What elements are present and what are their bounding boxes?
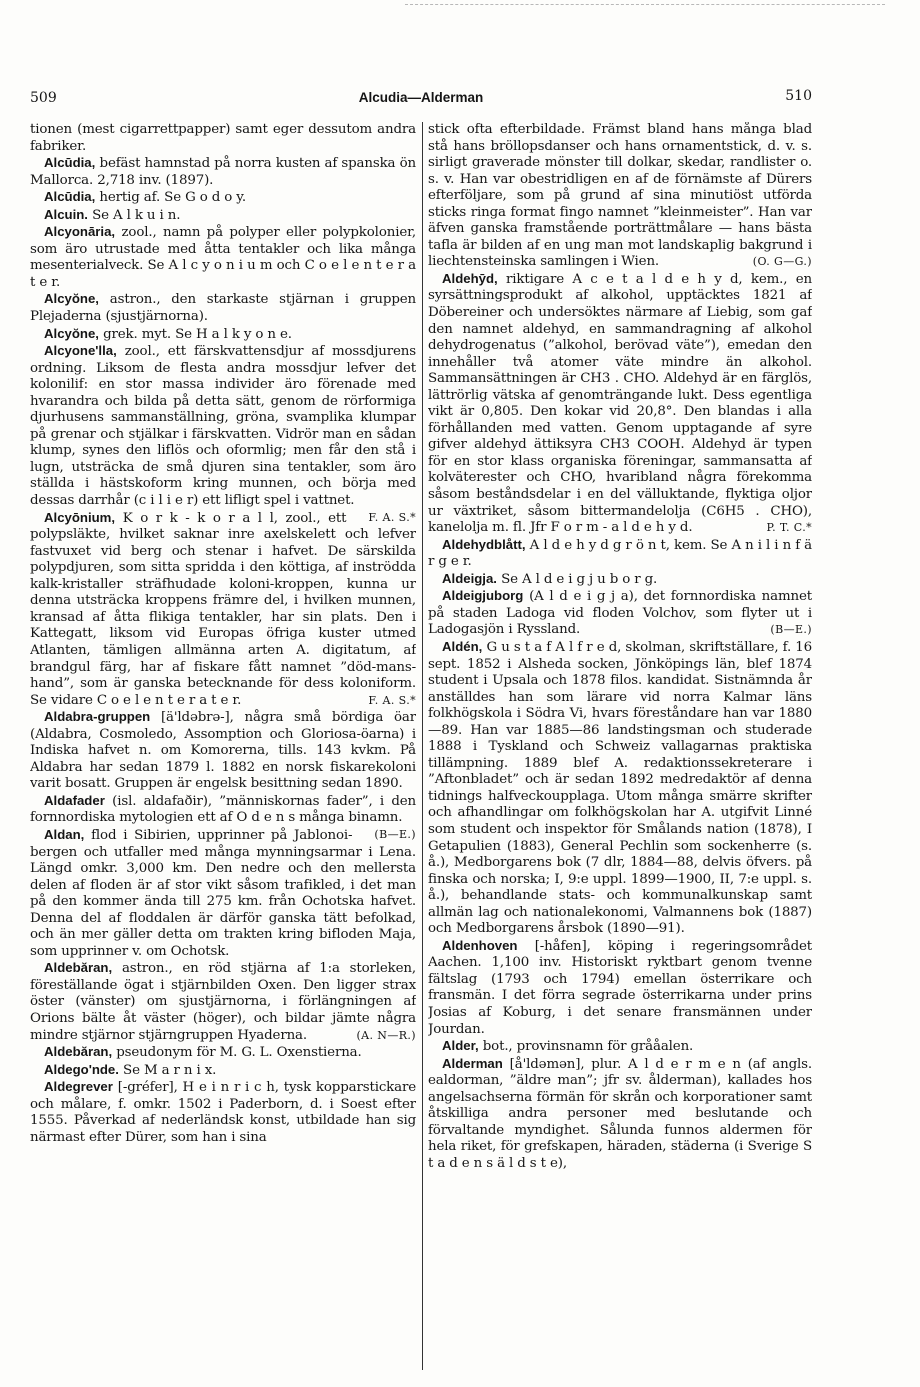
entry-text: [-gréfer], H e i n r i c h, tysk kopparstickare och målare, f. omkr. 1502 i Paderborn, d. i Soest efter 1555. Påverkad af nederländsk konst, utbildade han sig närmast efter Dürer, som han i sina [30,1080,416,1145]
entry-headword: Aldebăran, [44,1044,113,1060]
entry-headword: Alcūdia, [44,189,96,205]
entry-headword: Aldegrever [44,1079,113,1095]
author-signature: (B—E.) [770,623,812,637]
dictionary-entry [30,1062,416,1080]
author-signature: P. T. C.* [766,521,812,535]
entry-text: A l d e h y d g r ö n t, kem. Se A n i l i n f ä r g e r. [428,537,812,570]
right-page-number: 510 [785,88,812,104]
entry-headword: Alcyonāria, [44,224,116,240]
entry-text: G u s t a f A l f r e d, skolman, skriftställare, f. 16 sept. 1852 i Alsheda socken, Jönköpings län, blef 1874 student i Upsala och 1878 filos. kandidat. Sistnämnda år anställdes han som lärare vid norra Kalmar läns folkhögskola i Södra Vi, hvars föreståndare han var 1880—89. Han var 1885—86 landstingsman och studerade 1888 i Tyskland och Schweiz vallagarnas praktiska tillämpning. 1889 blef A. redaktionssekreterare i ”Aftonbladet” och är sedan 1892 medredaktör af denna tidnings halfveckoupplaga. Utom många smärre skrifter och afhandlingar om folkhögskolan har A. utgifvit Linné som student och inspektor för Smålands nation (1878), I Getapulien (1883), General Pechlin som sockenherre (s. å.), Medborgarens bok (7 dlr, 1884—88, delvis öfvers. på finska och norska; I, 9:e uppl. 1899—1900, II, 7:e uppl. s. å.), behandlande stats- och kommunalkunskap samt allmän lag och nationalekonomi, Valmannens bok (1887) och Medborgarens årsbok (1890—91). [428,639,812,937]
dictionary-entry [30,827,416,960]
entry-text: Se A l d e i g j u b o r g. [496,571,658,587]
entry-headword: Alcyone'lla, [44,343,117,359]
dictionary-entry [428,639,812,938]
scan-edge-line [405,4,885,5]
dictionary-entry [30,326,416,344]
author-signature: (B—E.) [374,827,416,841]
entry-text: astron., en röd stjärna af 1:a storleken, föreställande ögat i stjärnbilden Oxen. Den ligger strax öster (vänster) om sjustjärnorna, i förlängningen af Orions bälte åt väster (höger), och bildar jämte några mindre stjärnor stjärngruppen Hyaderna. [30,961,416,1043]
left-column [30,122,416,1372]
column-divider [422,122,423,1370]
entry-text: zool., namn på polyper eller polypkolonier, som äro utrustade med åtta tentakler och lika många mesenterialveck. Se A l c y o n i u m och C o e l e n t e r a t e r. [30,225,416,290]
entry-headword: Aldehydblått, [442,536,526,552]
dictionary-entry [30,122,416,155]
entry-headword: Alderman [442,1055,503,1071]
entry-text: (A l d e i g j a), det fornnordiska namnet på staden Ladoga vid floden Volchov, som flyter ut i Ladogasjön i Ryssland. [428,589,812,638]
dictionary-entry [428,938,812,1038]
dictionary-entry [30,224,416,291]
entry-headword: Alcyŏne, [44,325,99,341]
dictionary-entry [428,1056,812,1173]
entry-headword: Aldebăran, [44,960,113,976]
dictionary-entry [428,537,812,571]
entry-headword: Aldehȳd, [442,270,498,286]
dictionary-entry [30,291,416,325]
entry-headword: Alcyŏne, [44,291,99,307]
dictionary-entry [30,155,416,189]
author-signature: (O. G—G.) [752,255,812,269]
dictionary-entry [30,207,416,225]
entry-text: grek. myt. Se H a l k y o n e. [98,326,292,342]
entry-text: riktigare A c e t a l d e h y d, kem., en syrsättningsprodukt af alkohol, upptäcktes 1821 af Döbereiner och undersöktes närmare af Liebig, som gaf den namnet aldehyd, en sammandragning af alkohol dehydrogenatus (”alkohol, berövad väte”), emedan den innehåller två atomer väte mindre än alkohol. Sammansättningen är CH3 . CHO. Aldehyd är en färglös, lättrörlig vätska af genomträngande lukt. Dess egentliga vikt är 0,805. Den kokar vid 20,8°. Den blandas i alla förhållanden med vatten. Genom upptagande af syre gifver aldehyd ättiksyra CH3 COOH. Aldehyd är typen för en stor klass organiska föreningar, sammansatta af kolväterester och CHO, hvaribland några förekomma såsom beståndsdelar i en del välluktande, flyktiga oljor ur växtriket, såsom bittermandelolja (C6H5 . CHO), kanelolja m. fl. Jfr F o r m - a l d e h y d. [428,271,812,536]
entry-headword: Aldén, [442,638,483,654]
dictionary-entry [30,960,416,1044]
author-signature: (A. N—R.) [356,1028,416,1042]
entry-text: hertig af. Se G o d o y. [95,190,247,206]
entry-headword: Alcuin. [44,206,88,222]
entry-text: pseudonym för M. G. L. Oxenstierna. [112,1045,362,1061]
entry-headword: Alder, [442,1038,479,1054]
entry-headword: Aldafader [44,792,105,808]
dictionary-entry [428,122,812,271]
author-signature: F. A. S.* [368,510,416,524]
dictionary-entry [30,1044,416,1062]
entry-text: K o r k - k o r a l l, zool., ett polypsläkte, hvilket saknar inre axelskelett och lefver fastvuxet vid berg och stenar i hafvet. De särskilda polypdjuren, som sitta spridda i den köttiga, af inströdda kalk-kristaller sträfhudade koloni-kroppen, kunna ur denna utsträcka kroppens främre del, i hvilken munnen, kransad af åtta flikiga tentakler, har sin plats. Den i Kattegatt, liksom vid Europas öfriga kuster utmed Atlanten, tämligen allmänna arten A. digitatum, af brandgul färg, har af fiskare fått namnet ”död-mans-hand”, som är ganska betecknande för dess koloniform. Se vidare C o e l e n t e r a t e r. [30,510,416,708]
dictionary-entry [428,271,812,537]
entry-headword: Aldeigja. [442,570,497,586]
dictionary-entry [30,1079,416,1146]
entry-text: (isl. aldafaðir), ”människornas fader”, i den fornnordiska mytologien ett af O d e n s många binamn. [30,793,416,826]
author-signature: F. A. S.* [368,693,416,707]
entry-text: flod i Sibirien, upprinner på Jablonoi-bergen och utfaller med många mynningsarmar i Lena. Längd omkr. 3,000 km. Den nedre och den mellersta delen af floden är af stor vikt såsom trafikled, i det man på den kommer ända till 275 km. från Ochotska hafvet. Denna del af floddalen är därför ganska tätt befolkad, och än mer gäller detta om trakten kring bifloden Maja, som upprinner v. om Ochotsk. [30,827,416,959]
entry-text: zool., ett färskvattensdjur af mossdjurens ordning. Liksom de flesta andra mossdjur lefver det kolonilif: en stor massa individer äro förenade med hvarandra och bilda på detta sätt, genom de rörformiga djurhusens sammanställning, gröna, svamplika klumpar på grenar och stjälkar i färskvatten. Vidrör man en sådan klump, synes den liflös och oformlig; men får den stå i lugn, utsträcka de små djuren sina tentakler, som äro ställda i hästskoform kring munnen, och börja med dessas darrhår (c i l i e r) ett lifligt spel i vattnet. [30,344,416,509]
entry-text: Se A l k u i n. [87,207,181,223]
dictionary-entry [428,1038,812,1056]
dictionary-entry [428,588,812,639]
left-page-number: 509 [30,90,57,106]
dictionary-entry [428,571,812,589]
entry-text: bot., provinsnamn för grååalen. [478,1039,694,1055]
page-header [30,88,812,110]
entry-text: tionen (mest cigarrettpapper) samt eger dessutom andra fabriker. [30,122,416,154]
dictionary-entry [30,189,416,207]
dictionary-entry [30,709,416,793]
entry-text: stick ofta efterbildade. Främst bland hans många blad stå hans bröllopsdanser och hans ornamentstick, d. v. s. sirligt graverade mönster till dolkar, skedar, randlister o. s. v. Han var obestridligen en af de förnämste af Dürers efterföljare, som på grund af sina minutiöst utförda sticks ringa format fingo namnet ”kleinmeister”. Han var äfven ganska framstående porträttmålare — hans bästa tafla är bilden af en ung man mot landskaplig bakgrund i liechtensteinska samlingen i Wien. [428,122,812,270]
entry-headword: Alcyōnium, [44,509,116,525]
entry-headword: Alcūdia, [44,155,96,171]
entry-headword: Aldenhoven [442,937,518,953]
entry-headword: Aldan, [44,826,85,842]
entry-text: befäst hamnstad på norra kusten af spanska ön Mallorca. 2,718 inv. (1897). [30,156,416,188]
running-head: Alcudia—Alderman [358,90,484,105]
entry-text: [å'ldəmən], plur. A l d e r m e n (af angls. ealdorman, ”äldre man”; jfr sv. ålderman), kallades hos angelsachserna förmän för skrån och korporationer samt åtskilliga andra personer med beslutande och förvaltande myndighet. Sålunda funnos aldermen för hela riket, för grefskapen, häraden, städerna (i Sverige S t a d e n s ä l d s t e), [428,1056,812,1171]
entry-text: astron., den starkaste stjärnan i gruppen Plejaderna (sjustjärnorna). [30,292,416,325]
entry-text: [-håfen], köping i regeringsområdet Aachen. 1,100 inv. Historiskt ryktbart genom tvenne fältslag (1793 och 1794) emellan österrikare och fransmän. I det förra segrade österrikarna under prins Josias af Koburg, i det senare fransmännen under Jourdan. [428,938,812,1037]
entry-headword: Aldego'nde. [44,1061,119,1077]
dictionary-entry [30,510,416,710]
entry-headword: Aldeigjuborg [442,588,524,604]
entry-text: Se M a r n i x. [118,1062,217,1078]
right-column [428,122,812,1372]
entry-headword: Aldabra-gruppen [44,709,151,725]
entry-text: [ä'ldəbrə-], några små bördiga öar (Aldabra, Cosmoledo, Assomption och Gloriosa-öarna) i Indiska hafvet n. om Komorerna, tills. 143 kvkm. På Aldabra har sedan 1879 l. 1882 en norsk fiskarekoloni varit bosatt. Gruppen är engelsk besittning sedan 1890. [30,710,416,792]
